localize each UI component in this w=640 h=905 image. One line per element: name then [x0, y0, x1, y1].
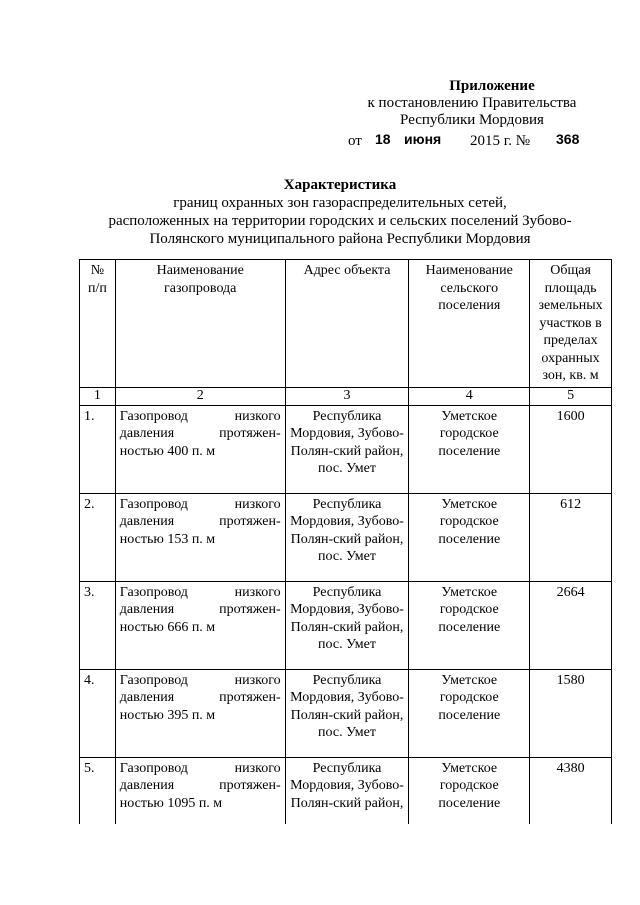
area-value: 612 — [530, 493, 612, 581]
pipeline-name-line: давления протяжен- — [119, 602, 281, 617]
row-number: 5. — [80, 757, 116, 824]
column-number: 5 — [530, 387, 612, 405]
pipeline-name — [115, 581, 285, 669]
table-row — [80, 581, 612, 669]
date-from: от — [348, 133, 362, 149]
appendix-block — [342, 78, 602, 151]
row-number: 2. — [80, 493, 116, 581]
table-row — [80, 405, 612, 493]
pipeline-name — [115, 757, 285, 824]
appendix-line-1: к постановлению Правительства — [367, 95, 577, 111]
heading-title: Характеристика — [283, 177, 397, 193]
settlement-name: Уметское городское поселение — [409, 405, 530, 493]
appendix-date-line — [342, 131, 602, 151]
header-settlement: Наименование сельского поселения — [409, 260, 530, 388]
heading-line-1: границ охранных зон газораспределительных сетей, — [173, 195, 507, 211]
pipeline-name — [115, 493, 285, 581]
pipeline-name-line: ностью 1095 п. м — [119, 795, 223, 811]
object-address: Республика Мордовия, Зубово-Полян-ский район, пос. Умет — [285, 669, 409, 757]
area-value: 1600 — [530, 405, 612, 493]
area-value: 1580 — [530, 669, 612, 757]
row-number: 3. — [80, 581, 116, 669]
table-header-row — [80, 260, 612, 388]
date-month: июня — [404, 131, 442, 147]
pipeline-name — [115, 405, 285, 493]
pipeline-name-line: Газопровод низкого — [119, 584, 281, 600]
pipeline-name-line: давления протяжен- — [119, 778, 281, 793]
pipeline-name-line: Газопровод низкого — [119, 408, 281, 424]
column-number: 4 — [409, 387, 530, 405]
header-number: № п/п — [80, 260, 116, 388]
table-row — [80, 757, 612, 824]
date-year: 2015 г. № — [470, 133, 531, 149]
heading-line-3: Полянского муниципального района Республики Мордовия — [149, 231, 531, 247]
object-address: Республика Мордовия, Зубово-Полян-ский район, пос. Умет — [285, 493, 409, 581]
area-value: 4380 — [530, 757, 612, 824]
header-area: Общая площадь земельных участков в пределах охранных зон, кв. м — [530, 260, 612, 388]
pipeline-name-line: ностью 400 п. м — [119, 443, 216, 459]
document-number: 368 — [556, 131, 580, 147]
pipeline-name-line: ностью 153 п. м — [119, 531, 216, 547]
pipeline-name-line: давления протяжен- — [119, 426, 281, 441]
settlement-name: Уметское городское поселение — [409, 581, 530, 669]
pipeline-name-line: давления протяжен- — [119, 514, 281, 529]
object-address: Республика Мордовия, Зубово-Полян-ский район, — [285, 757, 409, 824]
object-address: Республика Мордовия, Зубово-Полян-ский район, пос. Умет — [285, 581, 409, 669]
column-number: 1 — [80, 387, 116, 405]
area-value: 2664 — [530, 581, 612, 669]
settlement-name: Уметское городское поселение — [409, 493, 530, 581]
pipeline-name-line: ностью 395 п. м — [119, 707, 216, 723]
object-address: Республика Мордовия, Зубово-Полян-ский район, пос. Умет — [285, 405, 409, 493]
row-number: 4. — [80, 669, 116, 757]
table-row — [80, 669, 612, 757]
pipeline-name-line: ностью 666 п. м — [119, 619, 216, 635]
row-number: 1. — [80, 405, 116, 493]
settlement-name: Уметское городское поселение — [409, 757, 530, 824]
column-number: 2 — [115, 387, 285, 405]
heading-line-2: расположенных на территории городских и сельских поселений Зубово- — [108, 213, 572, 229]
settlement-name: Уметское городское поселение — [409, 669, 530, 757]
table-row — [80, 493, 612, 581]
header-pipeline-name: Наименование газопровода — [115, 260, 285, 388]
document-heading — [80, 176, 600, 248]
pipeline-name-line: Газопровод низкого — [119, 496, 281, 512]
pipeline-name-line: Газопровод низкого — [119, 760, 281, 776]
pipeline-name-line: Газопровод низкого — [119, 672, 281, 688]
pipeline-name-line: давления протяжен- — [119, 690, 281, 705]
column-numbers-row — [80, 387, 612, 405]
column-number: 3 — [285, 387, 409, 405]
gas-pipeline-table — [79, 259, 612, 824]
pipeline-name — [115, 669, 285, 757]
date-day: 18 — [375, 131, 391, 147]
header-address: Адрес объекта — [285, 260, 409, 388]
appendix-line-2: Республики Мордовия — [400, 112, 544, 128]
appendix-title: Приложение — [449, 78, 535, 94]
